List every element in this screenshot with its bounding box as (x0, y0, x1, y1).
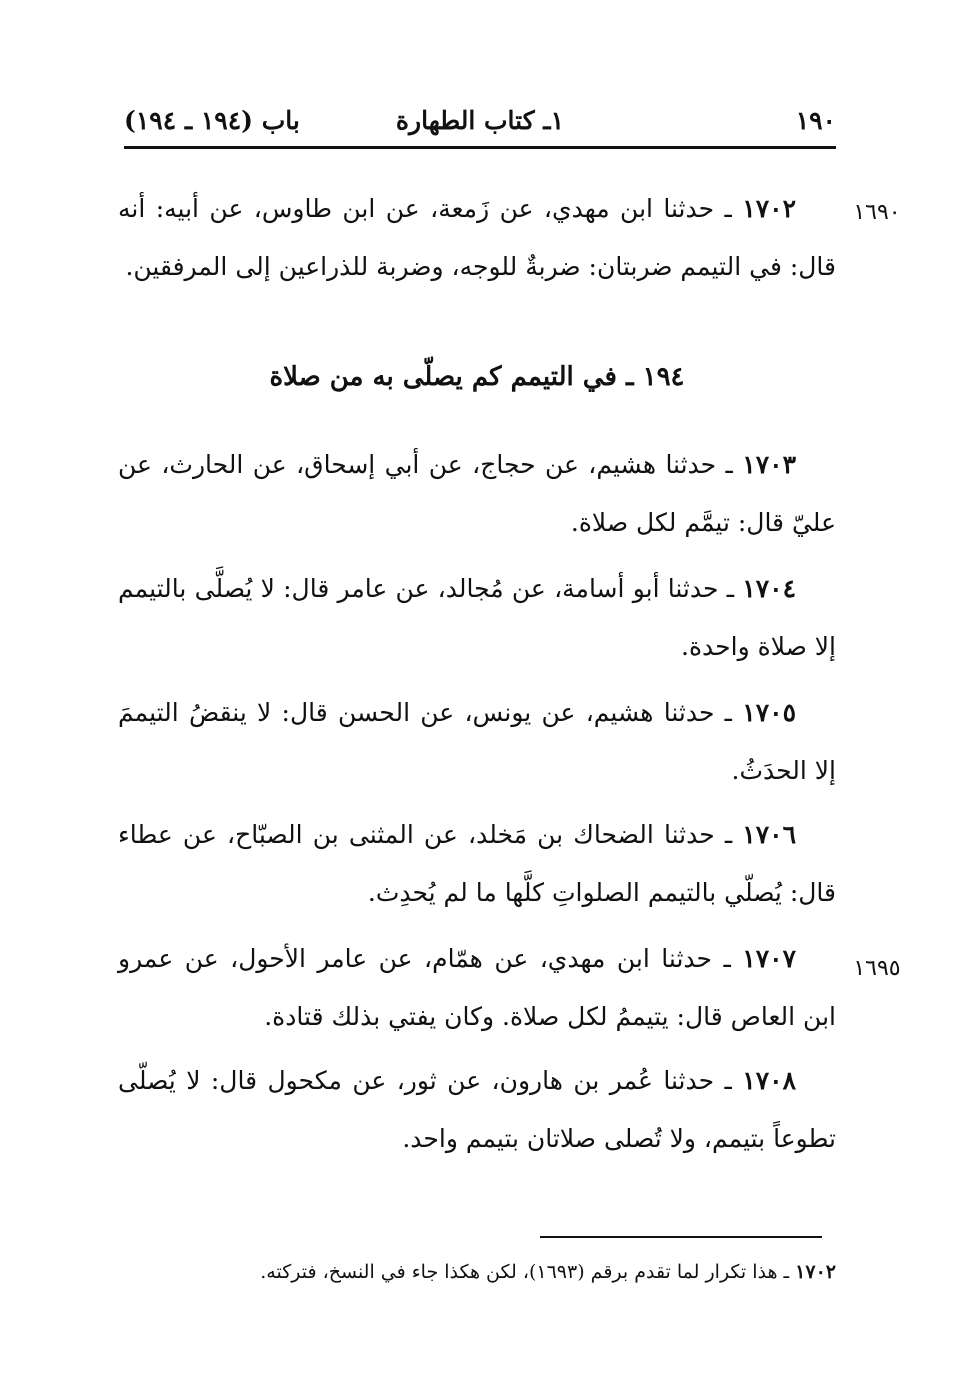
entry-1707 (118, 930, 836, 1046)
entry-text: ـ حدثنا ابن مهدي، عن همّام، عن عامر الأحول، عن عمرو ابن العاص قال: يتيممُ لكل صلاة. وكان يفتي بذلك قتادة. (118, 944, 836, 1031)
entry-text: ـ حدثنا هشيم، عن حجاج، عن أبي إسحاق، عن الحارث، عن عليّ قال: تيمَّم لكل صلاة. (118, 450, 836, 537)
footnote-divider (540, 1236, 822, 1238)
entry-text: ـ حدثنا ابن مهدي، عن زَمعة، عن ابن طاوس، عن أبيه: أنه قال: في التيمم ضربتان: ضربةٌ للوجه، وضربة للذراعين إلى المرفقين. (118, 194, 836, 281)
chapter-range: باب (١٩٤ ـ ١٩٤) (124, 106, 300, 135)
header-divider (124, 146, 836, 149)
entry-1702 (118, 180, 836, 296)
book-title: ١ـ كتاب الطهارة (395, 106, 565, 135)
entry-number: ١٧٠٣ (742, 450, 796, 479)
footnote-number: ١٧٠٢ (795, 1261, 836, 1283)
entry-number: ١٧٠٨ (742, 1066, 796, 1095)
running-header (124, 100, 836, 146)
footnote (118, 1255, 836, 1289)
section-title: ١٩٤ ـ في التيمم كم يصلّى به من صلاة (269, 362, 685, 392)
entry-1703 (118, 436, 836, 552)
entry-number: ١٧٠٤ (742, 574, 796, 603)
entry-number: ١٧٠٧ (742, 944, 796, 973)
entry-number: ١٧٠٢ (742, 194, 796, 223)
entry-number: ١٧٠٦ (742, 820, 796, 849)
margin-number-1695: ١٦٩٥ (853, 956, 901, 981)
entry-1708 (118, 1052, 836, 1168)
entry-1706 (118, 806, 836, 922)
entry-text: ـ حدثنا هشيم، عن يونس، عن الحسن قال: لا ينقضُ التيممَ إلا الحدَثُ. (118, 698, 836, 785)
entry-text: ـ حدثنا الضحاك بن مَخلد، عن المثنى بن الصبّاح، عن عطاء قال: يُصلّي بالتيمم الصلواتِ كلَّها ما لم يُحدِث. (118, 820, 836, 907)
page-number: ١٩٠ (795, 106, 836, 135)
entry-1704 (118, 560, 836, 676)
entry-number: ١٧٠٥ (742, 698, 796, 727)
entry-text: ـ حدثنا أبو أسامة، عن مُجالد، عن عامر قال: لا يُصلَّى بالتيمم إلا صلاة واحدة. (118, 574, 836, 661)
entry-text: ـ حدثنا عُمر بن هارون، عن ثور، عن مكحول قال: لا يُصلّى تطوعاً بتيمم، ولا تُصلى صلاتان بتيمم واحد. (118, 1066, 836, 1153)
footnote-text: ـ هذا تكرار لما تقدم برقم (١٦٩٣)، لكن هكذا جاء في النسخ، فتركته. (260, 1261, 796, 1283)
entry-1705 (118, 684, 836, 800)
margin-number-1690: ١٦٩٠ (853, 200, 901, 225)
